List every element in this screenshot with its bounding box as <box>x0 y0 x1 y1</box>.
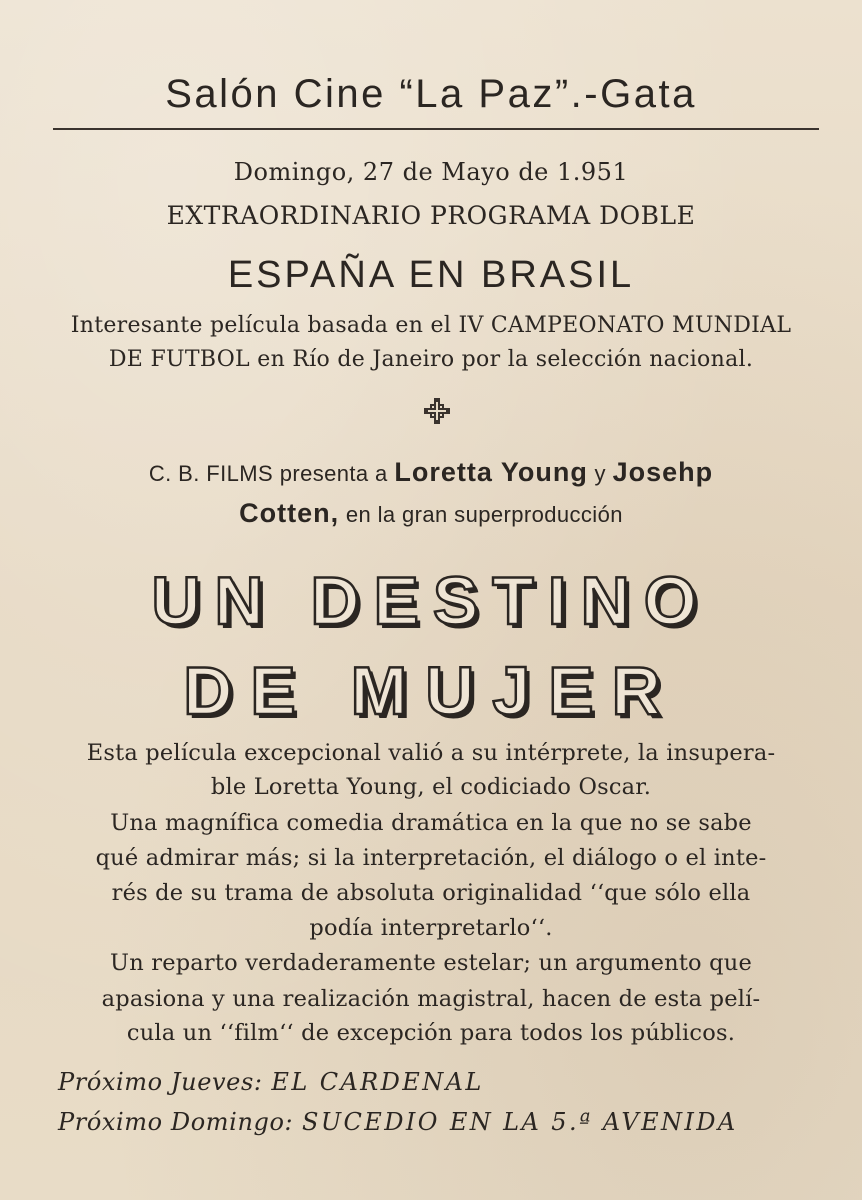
main-title-line1: UN DESTINO <box>151 563 711 639</box>
conjunction-text: y <box>594 461 606 486</box>
cast-line-2 <box>0 498 862 529</box>
presents-text: presenta a <box>279 461 388 486</box>
venue-heading: Salón Cine “La Paz”.-Gata <box>165 72 697 116</box>
upcoming-sunday <box>58 1108 738 1136</box>
body-line: qué admirar más; si la interpretación, el diálogo o el inte- <box>95 845 767 871</box>
body-line: Una magnífica comedia dramática en la que no se sabe <box>110 810 752 836</box>
event-date: Domingo, 27 de Mayo de 1.951 <box>233 158 629 186</box>
cast-line-1 <box>0 457 862 488</box>
body-line: ble Loretta Young, el codiciado Oscar. <box>210 774 652 800</box>
upcoming-title: SUCEDIO EN LA 5.ª AVENIDA <box>302 1108 738 1136</box>
upcoming-thursday <box>58 1068 484 1096</box>
star-joseph-first-name: Josehp <box>612 457 714 487</box>
body-line: Un reparto verdaderamente estelar; un argumento que <box>110 950 752 976</box>
first-feature-description-line2: DE FUTBOL en Río de Janeiro por la selección nacional. <box>108 347 754 372</box>
body-line: apasiona y una realización magistral, hacen de esta pelí- <box>101 986 761 1012</box>
program-type: EXTRAORDINARIO PROGRAMA DOBLE <box>166 201 696 230</box>
body-line: podía interpretarlo‘‘. <box>309 915 553 941</box>
body-line: Esta película excepcional valió a su intérprete, la insupera- <box>86 740 776 766</box>
ornament-cross-icon <box>422 396 452 426</box>
body-line: cula un ‘‘film‘‘ de excepción para todos los públicos. <box>126 1020 736 1046</box>
header-rule <box>53 128 819 130</box>
first-feature-description-line1: Interesante película basada en el IV CAMPEONATO MUNDIAL <box>70 313 792 338</box>
distributor-name: C. B. FILMS <box>148 461 274 486</box>
body-line: rés de su trama de absoluta originalidad ‘‘que sólo ella <box>111 880 751 906</box>
upcoming-label: Próximo Jueves: <box>58 1068 263 1096</box>
main-title-line2: DE MUJER <box>183 653 679 729</box>
upcoming-label: Próximo Domingo: <box>58 1108 294 1136</box>
upcoming-title: EL CARDENAL <box>271 1068 484 1096</box>
star-loretta-young: Loretta Young <box>394 457 588 487</box>
production-text: en la gran superproducción <box>345 502 623 527</box>
first-feature-title: ESPAÑA EN BRASIL <box>227 254 635 296</box>
star-cotten-surname: Cotten, <box>239 498 340 528</box>
